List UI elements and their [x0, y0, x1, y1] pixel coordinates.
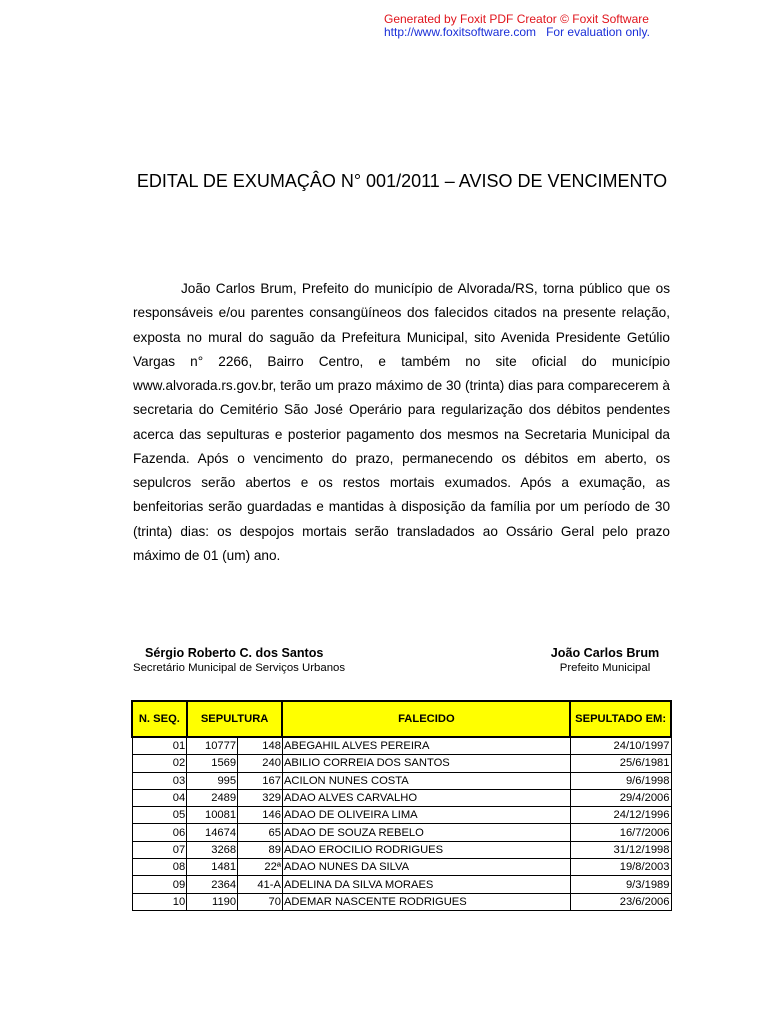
table-row	[132, 859, 671, 876]
cell-seq: 08	[132, 859, 187, 876]
watermark-url-line	[384, 26, 650, 39]
watermark-line: Generated by Foxit PDF Creator © Foxit Software	[384, 12, 649, 26]
header-falecido: FALECIDO	[282, 701, 570, 737]
signatory-role: Prefeito Municipal	[559, 662, 651, 674]
cell-numero: 167	[238, 772, 283, 789]
cell-seq: 09	[132, 876, 187, 893]
header-seq: N. SEQ.	[132, 701, 187, 737]
cell-numero: 22ª	[238, 859, 283, 876]
cell-numero: 240	[238, 755, 283, 772]
cell-quadra: 1569	[187, 755, 238, 772]
table-row	[132, 876, 671, 893]
cell-quadra: 10081	[187, 807, 238, 824]
cell-sepultado: 29/4/2006	[570, 789, 671, 806]
cell-sepultado: 24/12/1996	[570, 807, 671, 824]
cell-falecido: ADAO DE OLIVEIRA LIMA	[282, 807, 570, 824]
watermark-note: For evaluation only.	[546, 25, 650, 39]
table-row	[132, 824, 671, 841]
cell-sepultado: 9/6/1998	[570, 772, 671, 789]
table-header-row	[132, 701, 671, 737]
cell-sepultado: 31/12/1998	[570, 841, 671, 858]
cell-seq: 02	[132, 755, 187, 772]
document-title: EDITAL DE EXUMAÇÂO N° 001/2011 – AVISO DE VENCIMENTO	[136, 171, 668, 191]
exhumation-table	[131, 700, 672, 911]
cell-quadra: 10777	[187, 737, 238, 755]
signature-mayor	[530, 645, 680, 675]
signatory-name: Sérgio Roberto C. dos Santos	[145, 646, 324, 660]
foxit-watermark-top	[384, 13, 650, 39]
cell-numero: 41-A	[238, 876, 283, 893]
notice-paragraph: João Carlos Brum, Prefeito do município de Alvorada/RS, torna público que os responsáveis e/ou parentes consangüíneos dos falecidos citados na presente relação, exposta no mural do saguão da Prefeitura Municipal, sito Avenida Presidente Getúlio Vargas n° 2266, Bairro Centro, e também no site oficial do município www.alvorada.rs.gov.br, terão um prazo máximo de 30 (trinta) dias para comparecerem à secretaria do Cemitério São José Operário para regularização dos débitos pendentes acerca das sepulturas e posterior pagamento dos mesmos na Secretaria Municipal da Fazenda. Após o vencimento do prazo, permanecendo os débitos em aberto, os sepulcros serão abertos e os restos mortais exumados. Após a exumação, as benfeitorias serão guardadas e mantidas à disposição da família por um período de 30 (trinta) dias: os despojos mortais serão transladados ao Ossário Geral pelo prazo máximo de 01 (um) ano.	[133, 281, 670, 563]
signature-secretary	[133, 645, 373, 675]
cell-numero: 146	[238, 807, 283, 824]
table-row	[132, 841, 671, 858]
cell-seq: 06	[132, 824, 187, 841]
cell-falecido: ADAO DE SOUZA REBELO	[282, 824, 570, 841]
cell-quadra: 14674	[187, 824, 238, 841]
cell-quadra: 1190	[187, 893, 238, 910]
cell-sepultado: 23/6/2006	[570, 893, 671, 910]
table-row	[132, 737, 671, 755]
cell-quadra: 3268	[187, 841, 238, 858]
cell-quadra: 995	[187, 772, 238, 789]
table-row	[132, 755, 671, 772]
cell-falecido: ABEGAHIL ALVES PEREIRA	[282, 737, 570, 755]
cell-numero: 148	[238, 737, 283, 755]
cell-numero: 70	[238, 893, 283, 910]
signatory-name: João Carlos Brum	[550, 646, 660, 660]
cell-sepultado: 9/3/1989	[570, 876, 671, 893]
cell-seq: 03	[132, 772, 187, 789]
cell-falecido: ADAO ALVES CARVALHO	[282, 789, 570, 806]
table-row	[132, 772, 671, 789]
cell-seq: 01	[132, 737, 187, 755]
signatory-role: Secretário Municipal de Serviços Urbanos	[133, 662, 346, 674]
cell-seq: 04	[132, 789, 187, 806]
cell-falecido: ADEMAR NASCENTE RODRIGUES	[282, 893, 570, 910]
cell-quadra: 2489	[187, 789, 238, 806]
cell-seq: 07	[132, 841, 187, 858]
cell-falecido: ADAO EROCILIO RODRIGUES	[282, 841, 570, 858]
table-row	[132, 807, 671, 824]
cell-falecido: ABILIO CORREIA DOS SANTOS	[282, 755, 570, 772]
header-sepultado: SEPULTADO EM:	[570, 701, 671, 737]
notice-body	[133, 277, 670, 568]
cell-sepultado: 19/8/2003	[570, 859, 671, 876]
cell-seq: 10	[132, 893, 187, 910]
cell-sepultado: 24/10/1997	[570, 737, 671, 755]
cell-sepultado: 16/7/2006	[570, 824, 671, 841]
cell-quadra: 1481	[187, 859, 238, 876]
watermark-url-link[interactable]: http://www.foxitsoftware.com	[384, 25, 537, 39]
table-row	[132, 789, 671, 806]
header-sepultura: SEPULTURA	[187, 701, 283, 737]
cell-numero: 65	[238, 824, 283, 841]
table-row	[132, 893, 671, 910]
cell-quadra: 2364	[187, 876, 238, 893]
cell-sepultado: 25/6/1981	[570, 755, 671, 772]
cell-numero: 89	[238, 841, 283, 858]
cell-numero: 329	[238, 789, 283, 806]
cell-falecido: ADAO NUNES DA SILVA	[282, 859, 570, 876]
cell-falecido: ACILON NUNES COSTA	[282, 772, 570, 789]
cell-seq: 05	[132, 807, 187, 824]
cell-falecido: ADELINA DA SILVA MORAES	[282, 876, 570, 893]
